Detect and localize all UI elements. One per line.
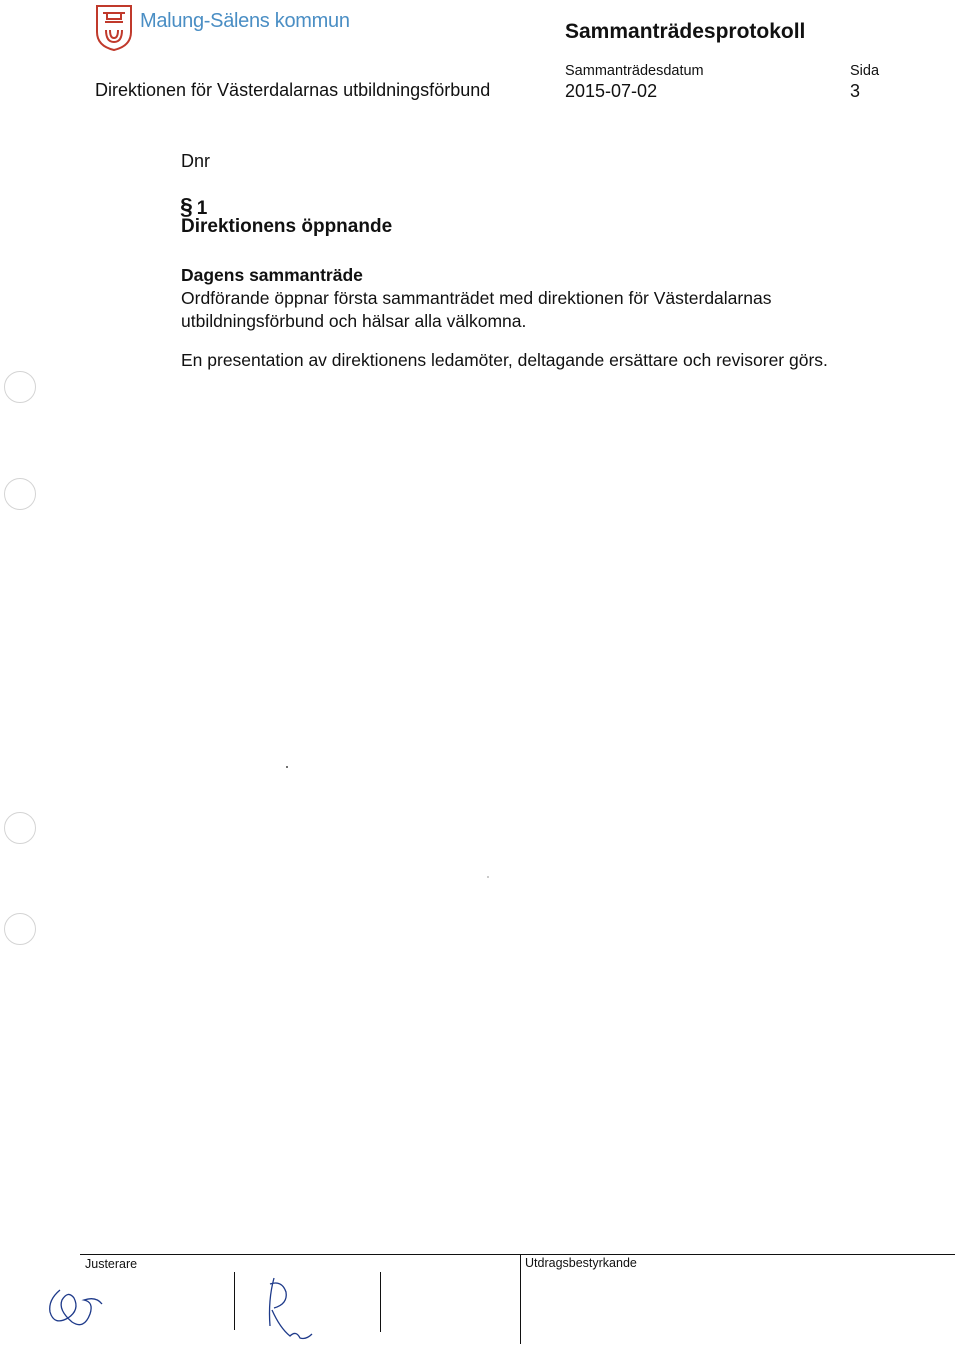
punch-hole: [4, 812, 36, 844]
body-name: Direktionen för Västerdalarnas utbildningsförbund: [95, 80, 491, 100]
utdrag-label: Utdragsbestyrkande: [525, 1256, 637, 1270]
paragraph-opening: Ordförande öppnar första sammanträdet med direktionen för Västerdalarnas utbildningsförbund och hälsar alla välkomna.: [181, 288, 772, 331]
paragraph-presentation: En presentation av direktionens ledamöter, deltagande ersättare och revisorer görs.: [181, 350, 828, 370]
signature-box-right-line: [380, 1272, 381, 1332]
page-label: Sida: [850, 63, 880, 79]
punch-hole: [4, 913, 36, 945]
sub-heading: Dagens sammanträde: [181, 265, 363, 285]
dnr-label: Dnr: [181, 151, 211, 171]
punch-hole: [4, 371, 36, 403]
coat-of-arms-icon: [95, 4, 133, 52]
scan-speck: [487, 876, 489, 878]
section-number-value: 1: [196, 198, 208, 219]
meeting-date: 2015-07-02: [565, 81, 658, 101]
org-name: Malung-Sälens kommun: [140, 10, 350, 32]
justerare-signatures: [28, 1270, 328, 1350]
section-symbol: §: [180, 193, 193, 219]
date-label: Sammanträdesdatum: [565, 63, 704, 79]
document-type: Sammanträdesprotokoll: [565, 20, 806, 43]
punch-hole: [4, 478, 36, 510]
page-number: 3: [850, 81, 861, 101]
footer-rule: [80, 1254, 955, 1255]
scan-speck: [286, 766, 288, 768]
municipality-logo: [95, 4, 133, 52]
footer-divider: [520, 1254, 521, 1344]
justerare-label: Justerare: [85, 1257, 138, 1271]
section-title: Direktionens öppnande: [181, 216, 393, 237]
